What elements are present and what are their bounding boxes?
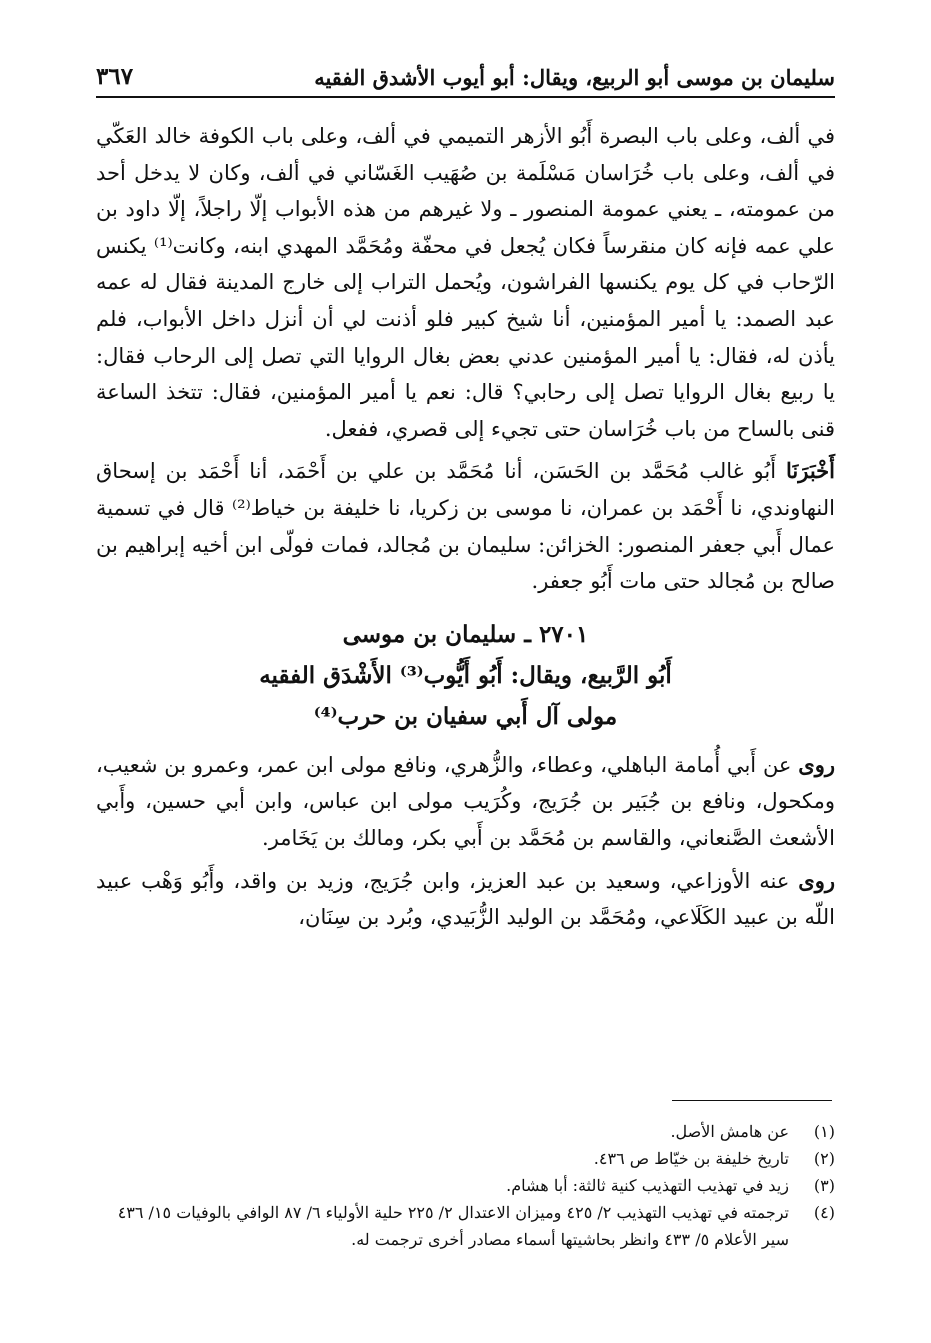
chain-lead-word: أَخْبَرَنَا bbox=[786, 458, 835, 484]
entry-heading bbox=[96, 614, 835, 737]
footnote-text: عن هامش الأصل. bbox=[670, 1122, 789, 1141]
footnote bbox=[96, 1199, 835, 1253]
footnote-text: زيد في تهذيب التهذيب كنية ثالثة: أبا هشام. bbox=[506, 1176, 789, 1195]
entry-number-name: ٢٧٠١ ـ سليمان بن موسى bbox=[342, 620, 589, 648]
footnote-text: ترجمته في تهذيب التهذيب ٢/ ٤٢٥ وميزان الاعتدال ٢/ ٢٢٥ حلية الأولياء ٦/ ٨٧ الوافي بالوفيات ١٥/ ٤٣٦ سير الأعلام ٥/ ٤٣٣ وانظر بحاشيتها أسماء مصادر أخرى ترجمت له. bbox=[117, 1203, 789, 1249]
paragraph bbox=[96, 453, 835, 599]
paragraph bbox=[96, 863, 835, 936]
page-number: ٣٦٧ bbox=[96, 63, 134, 90]
paragraph-text: في ألف، وعلى باب البصرة أَبُو الأزهر التميمي في ألف، وعلى باب الكوفة خالد العَكّي في ألف، وعلى باب خُرَاسان مَسْلَمة بن صُهَيب الغَسّاني في ألف، وكان لا يدخل أحد من عمومته، ـ يعني عمومة المنصور ـ ولا غيرهم من هذه الأبواب إلّا راجلاً، إلّا داود بن علي عمه فإنه كان منقرساً فكان يُجعل في محفّة ومُحَمَّد المهدي ابنه، وكانت⁽¹⁾ يكنس الرّحاب في كل يوم يكنسها الفراشون، ويُحمل التراب إلى خارج المدينة فقال له عمه عبد الصمد: يا أمير المؤمنين، أنا شيخ كبير فلو أذنت لي أن أنزل داخل الأبواب، فلم يأذن له، فقال: يا أمير المؤمنين عدني بعض بغال الروايا التي تصل إلى الرحاب فقال: يا ربيع بغال الروايا تصل إلى رحابي؟ قال: نعم يا أمير المؤمنين، فقال: تتخذ الساعة قنى بالساح من باب خُرَاسان حتى تجيء إلى قصري، ففعل. bbox=[96, 124, 836, 441]
narration-lead-word: روى bbox=[798, 867, 835, 893]
page-header bbox=[96, 56, 835, 98]
footnotes bbox=[96, 1118, 835, 1253]
paragraph-text: أَبُو غالب مُحَمَّد بن الحَسَن، أنا مُحَمَّد بن علي بن أَحْمَد، أنا أَحْمَد بن إسحاق النهاوندي، نا أَحْمَد بن عمران، نا موسى بن زكريا، نا خليفة بن خياط⁽²⁾ قال في تسمية عمال أَبي جعفر المنصور: الخزائن: سليمان بن مُجالد، فمات فولّى ابن أخيه إبراهيم بن صالح بن مُجالد حتى مات أَبُو جعفر. bbox=[96, 459, 835, 594]
paragraph bbox=[96, 118, 835, 447]
footnote bbox=[96, 1172, 835, 1199]
paragraph-text: عنه الأوزاعي، وسعيد بن عبد العزيز، وابن جُرَيج، وزيد بن واقد، وأَبُو وَهْب عبيد اللّه بن عبيد الكَلَاعي، ومُحَمَّد بن الوليد الزُّبَيدي، وبُرد بن سِنَان، bbox=[96, 868, 835, 930]
footnote-number: (٣) bbox=[813, 1176, 835, 1195]
entry-mawla: مولى آل أَبي سفيان بن حرب⁽⁴⁾ bbox=[313, 702, 618, 730]
entry-kunya: أَبُو الرَّبيع، ويقال: أَبُو أَيُّوب⁽³⁾ الأَشْدَق الفقيه bbox=[259, 661, 672, 689]
main-text bbox=[96, 118, 835, 942]
footnote bbox=[96, 1145, 835, 1172]
paragraph bbox=[96, 747, 835, 857]
footnote-text: تاريخ خليفة بن خيّاط ص ٤٣٦. bbox=[593, 1149, 789, 1168]
paragraph-text: عن أَبي أُمامة الباهلي، وعطاء، والزُّهري، ونافع مولى ابن عمر، وعمرو بن شعيب، ومكحول، ونافع بن جُبَير بن جُرَيج، وكُرَيب مولى ابن عباس، وابن أبي حسين، وأَبي الأشعث الصَّنعاني، والقاسم بن مُحَمَّد بن أَبي بكر، ومالك بن يَخَامر. bbox=[96, 752, 835, 850]
footnote-number: (٢) bbox=[813, 1149, 835, 1168]
narration-lead-word: روى bbox=[798, 751, 835, 777]
footnote-divider bbox=[672, 1100, 832, 1101]
footnote-number: (١) bbox=[813, 1122, 835, 1141]
footnote-number: (٤) bbox=[813, 1203, 835, 1222]
running-title: سليمان بن موسى أبو الربيع، ويقال: أبو أيوب الأشدق الفقيه bbox=[314, 65, 835, 90]
footnote bbox=[96, 1118, 835, 1145]
